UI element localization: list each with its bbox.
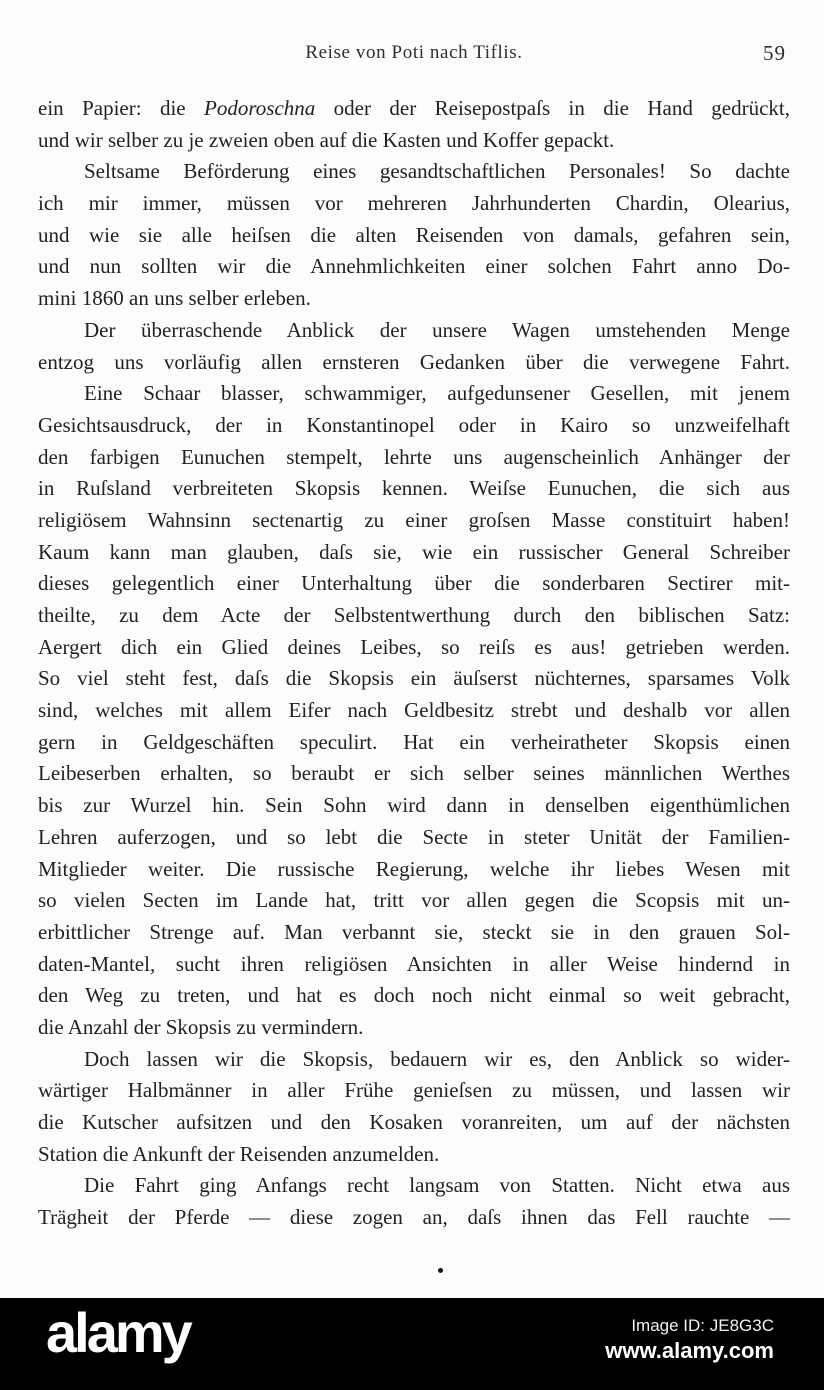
body-text-block: [38, 93, 790, 1234]
text-line: Der überraschende Anblick der unsere Wagen umstehenden Menge: [84, 317, 790, 342]
text-line: So viel steht fest, daſs die Skopsis ein äuſserst nüchternes, sparsames Volk: [38, 666, 790, 691]
page-number: 59: [763, 41, 786, 65]
text-line: Mitglieder weiter. Die russische Regierung, welche ihr liebes Wesen mit: [38, 856, 790, 881]
text-line: Kaum kann man glauben, daſs sie, wie ein russischer General Schreiber: [38, 539, 790, 564]
text-line: Station die Ankunft der Reisenden anzumelden.: [38, 1141, 440, 1166]
text-line: die Anzahl der Skopsis zu vermindern.: [38, 1014, 364, 1039]
text-line: den farbigen Eunuchen stempelt, lehrte uns augenscheinlich Anhänger der: [38, 444, 790, 469]
text-line: sind, welches mit allem Eifer nach Geldbesitz strebt und deshalb vor allen: [38, 698, 790, 723]
image-id-label: Image ID: JE8G3C: [631, 1316, 774, 1335]
page-title: Reise von Poti nach Tiflis.: [305, 42, 523, 63]
text-line: in Ruſsland verbreiteten Skopsis kennen. Weiſse Eunuchen, die sich aus: [38, 476, 790, 501]
text-line: bis zur Wurzel hin. Sein Sohn wird dann in denselben eigenthümlichen: [38, 793, 790, 818]
text-line: dieses gelegentlich einer Unterhaltung über die sonderbaren Sectirer mit-: [38, 571, 790, 596]
text-line: Lehren auferzogen, und so lebt die Secte in steter Unität der Familien-: [38, 824, 790, 849]
text-line: Seltsame Beförderung eines gesandtschaftlichen Personales! So dachte: [84, 159, 790, 184]
website-url: www.alamy.com: [605, 1338, 774, 1363]
text-line: und nun sollten wir die Annehmlichkeiten einer solchen Fahrt anno Do-: [38, 254, 790, 279]
italic-term: Podoroschna: [204, 96, 316, 120]
text-line: Doch lassen wir die Skopsis, bedauern wir es, den Anblick so wider-: [84, 1046, 790, 1071]
text-line: entzog uns vorläufig allen ernsteren Gedanken über die verwegene Fahrt.: [38, 349, 790, 374]
alamy-logo: alamy: [46, 1301, 190, 1364]
text-line: Eine Schaar blasser, schwammiger, aufgedunsener Gesellen, mit jenem: [84, 381, 790, 406]
text-line: gern in Geldgeschäften speculirt. Hat ein verheiratheter Skopsis einen: [38, 729, 790, 754]
text-line: ich mir immer, müssen vor mehreren Jahrhunderten Chardin, Olearius,: [38, 191, 790, 216]
watermark-bar: [0, 1298, 824, 1390]
text-line: daten-Mantel, sucht ihren religiösen Ansichten in aller Weise hindernd in: [38, 951, 790, 976]
text-line: ein Papier: die Podoroschna oder der Reisepostpaſs in die Hand gedrückt,: [38, 96, 790, 120]
text-line: Gesichtsausdruck, der in Konstantinopel oder in Kairo so unzweifelhaft: [38, 412, 790, 437]
text-line: mini 1860 an uns selber erleben.: [38, 286, 311, 311]
ink-dot: [438, 1268, 443, 1273]
text-line: die Kutscher aufsitzen und den Kosaken voranreiten, um auf der nächsten: [38, 1110, 790, 1134]
text-line: und wir selber zu je zweien oben auf die Kasten und Koffer gepackt.: [38, 127, 615, 152]
text-line: religiösem Wahnsinn sectenartig zu einer groſsen Masse constituirt haben!: [38, 507, 790, 532]
text-line: Die Fahrt ging Anfangs recht langsam von Statten. Nicht etwa aus: [84, 1173, 790, 1198]
text-line: den Weg zu treten, und hat es doch noch nicht einmal so weit gebracht,: [38, 983, 790, 1008]
watermark-meta: [605, 1315, 774, 1365]
text-line: Aergert dich ein Glied deines Leibes, so reiſs es aus! getrieben werden.: [38, 634, 790, 659]
text-line: wärtiger Halbmänner in aller Frühe genieſsen zu müssen, und lassen wir: [38, 1078, 790, 1103]
text-line: Trägheit der Pferde — diese zogen an, daſs ihnen das Fell rauchte —: [38, 1205, 790, 1230]
text-line: theilte, zu dem Acte der Selbstentwerthung durch den biblischen Satz:: [38, 603, 790, 627]
text-line: Leibeserben erhalten, so beraubt er sich selber seines männlichen Werthes: [38, 761, 790, 786]
text-line: so vielen Secten im Lande hat, tritt vor allen gegen die Scopsis mit un-: [38, 888, 790, 913]
text-line: erbittlicher Strenge auf. Man verbannt sie, steckt sie in den grauen Sol-: [38, 919, 790, 944]
running-head: [38, 42, 790, 68]
text-line: und wie sie alle heiſsen die alten Reisenden von damals, gefahren sein,: [38, 222, 790, 247]
